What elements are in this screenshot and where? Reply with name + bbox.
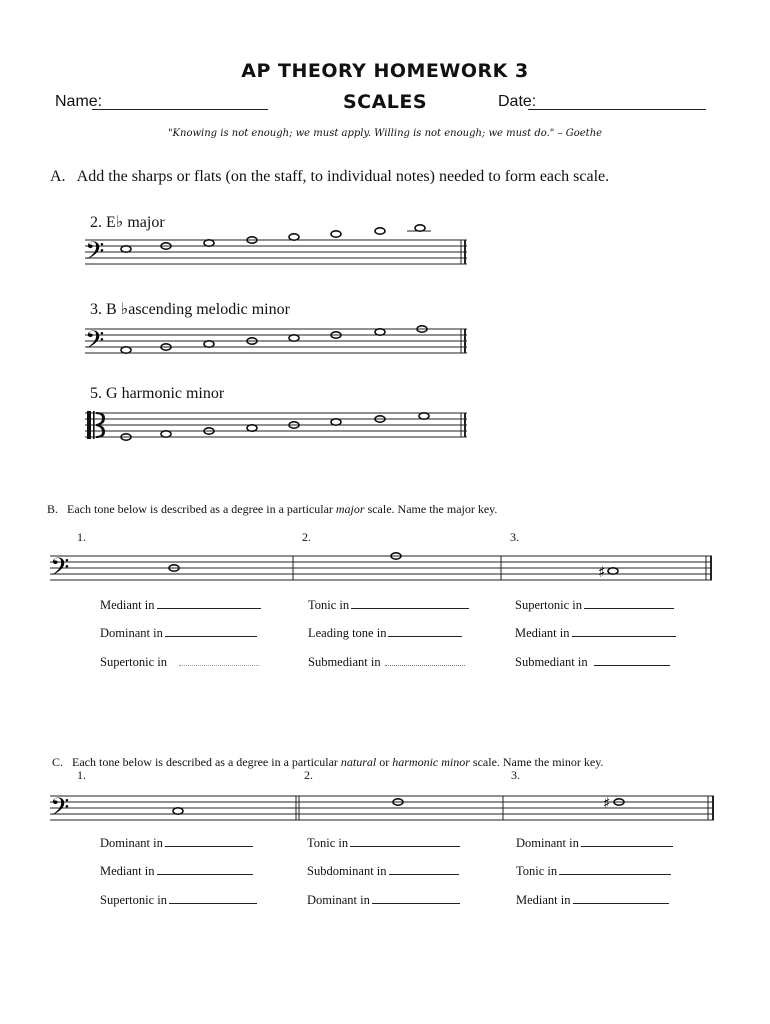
section-c-item: Dominant in	[516, 834, 673, 851]
answer-blank[interactable]	[584, 596, 674, 609]
section-b-item: Submediant in	[515, 653, 670, 670]
note	[247, 425, 257, 431]
staff-exercise-5[interactable]	[85, 393, 475, 453]
section-a-instruction: A. Add the sharps or flats (on the staff, to individual notes) needed to form each scale.	[50, 168, 610, 185]
answer-blank[interactable]	[573, 891, 669, 904]
staff-exercise-2[interactable]	[85, 220, 475, 280]
answer-blank[interactable]	[389, 862, 459, 875]
answer-blank[interactable]	[385, 653, 465, 666]
note	[204, 240, 214, 246]
section-b-item: Mediant in	[515, 624, 676, 641]
goethe-quote: "Knowing is not enough; we must apply. Willing is not enough; we must do." – Goethe	[167, 128, 603, 139]
answer-blank[interactable]	[581, 834, 673, 847]
section-b-item: Leading tone in	[308, 624, 462, 641]
answer-blank[interactable]	[594, 653, 670, 666]
note	[289, 335, 299, 341]
section-b-item: Supertonic in	[515, 596, 674, 613]
answer-blank[interactable]	[165, 624, 257, 637]
note	[375, 329, 385, 335]
note	[375, 228, 385, 234]
sharp-icon: ♯	[603, 794, 611, 812]
section-c-item: Mediant in	[516, 891, 669, 908]
date-label: Date:	[498, 93, 537, 110]
staff-exercise-3[interactable]	[85, 309, 475, 369]
answer-blank[interactable]	[372, 891, 460, 904]
section-b-item: Dominant in	[100, 624, 257, 641]
section-b-number-2: 2.	[302, 530, 311, 544]
exercise-2-label: 2. E♭ major	[90, 212, 165, 231]
bass-clef-icon: 𝄢	[50, 793, 70, 828]
section-c-item: Supertonic in	[100, 891, 257, 908]
staff-section-c	[50, 790, 730, 830]
bass-clef-icon: 𝄢	[50, 553, 70, 588]
note	[161, 431, 171, 437]
note	[121, 347, 131, 353]
section-c-number-1: 1.	[77, 768, 86, 782]
section-c-item: Dominant in	[307, 891, 460, 908]
answer-blank[interactable]	[169, 891, 257, 904]
date-field[interactable]	[528, 109, 706, 110]
answer-blank[interactable]	[572, 624, 676, 637]
answer-blank[interactable]	[559, 862, 671, 875]
section-c-number-3: 3.	[511, 768, 520, 782]
section-c-item: Dominant in	[100, 834, 253, 851]
sharp-icon: ♯	[598, 563, 606, 581]
worksheet-title: AP THEORY HOMEWORK 3	[241, 60, 529, 82]
bass-clef-icon: 𝄢	[85, 326, 105, 361]
section-b-item: Mediant in	[100, 596, 261, 613]
section-c-instruction: C. Each tone below is described as a degree in a particular natural or harmonic minor scale. Name the minor key.	[52, 755, 604, 769]
note	[415, 225, 425, 231]
section-b-number-3: 3.	[510, 530, 519, 544]
answer-blank[interactable]	[351, 596, 469, 609]
note	[173, 808, 183, 814]
note	[204, 341, 214, 347]
section-b-number-1: 1.	[77, 530, 86, 544]
worksheet-subtitle: SCALES	[342, 91, 428, 113]
note	[121, 246, 131, 252]
answer-blank[interactable]	[157, 596, 261, 609]
bass-clef-icon: 𝄢	[85, 237, 105, 272]
answer-blank[interactable]	[388, 624, 462, 637]
exercise-3-label: 3. B ♭ascending melodic minor	[90, 299, 290, 318]
answer-blank[interactable]	[165, 834, 253, 847]
section-b-item: Supertonic in	[100, 653, 259, 670]
staff-section-b	[50, 550, 730, 590]
section-c-item: Tonic in	[307, 834, 460, 851]
note	[331, 231, 341, 237]
note	[608, 568, 618, 574]
exercise-5-label: 5. G harmonic minor	[90, 385, 225, 402]
answer-blank[interactable]	[350, 834, 460, 847]
section-c-item: Subdominant in	[307, 862, 459, 879]
answer-blank[interactable]	[179, 653, 259, 666]
section-b-item: Tonic in	[308, 596, 469, 613]
note	[419, 413, 429, 419]
name-label: Name:	[55, 93, 103, 110]
note	[289, 234, 299, 240]
section-b-item: Submediant in	[308, 653, 465, 670]
note	[331, 419, 341, 425]
section-c-item: Tonic in	[516, 862, 671, 879]
section-c-number-2: 2.	[304, 768, 313, 782]
section-b-instruction: B. Each tone below is described as a degree in a particular major scale. Name the major key.	[47, 502, 498, 516]
section-c-item: Mediant in	[100, 862, 253, 879]
answer-blank[interactable]	[157, 862, 253, 875]
